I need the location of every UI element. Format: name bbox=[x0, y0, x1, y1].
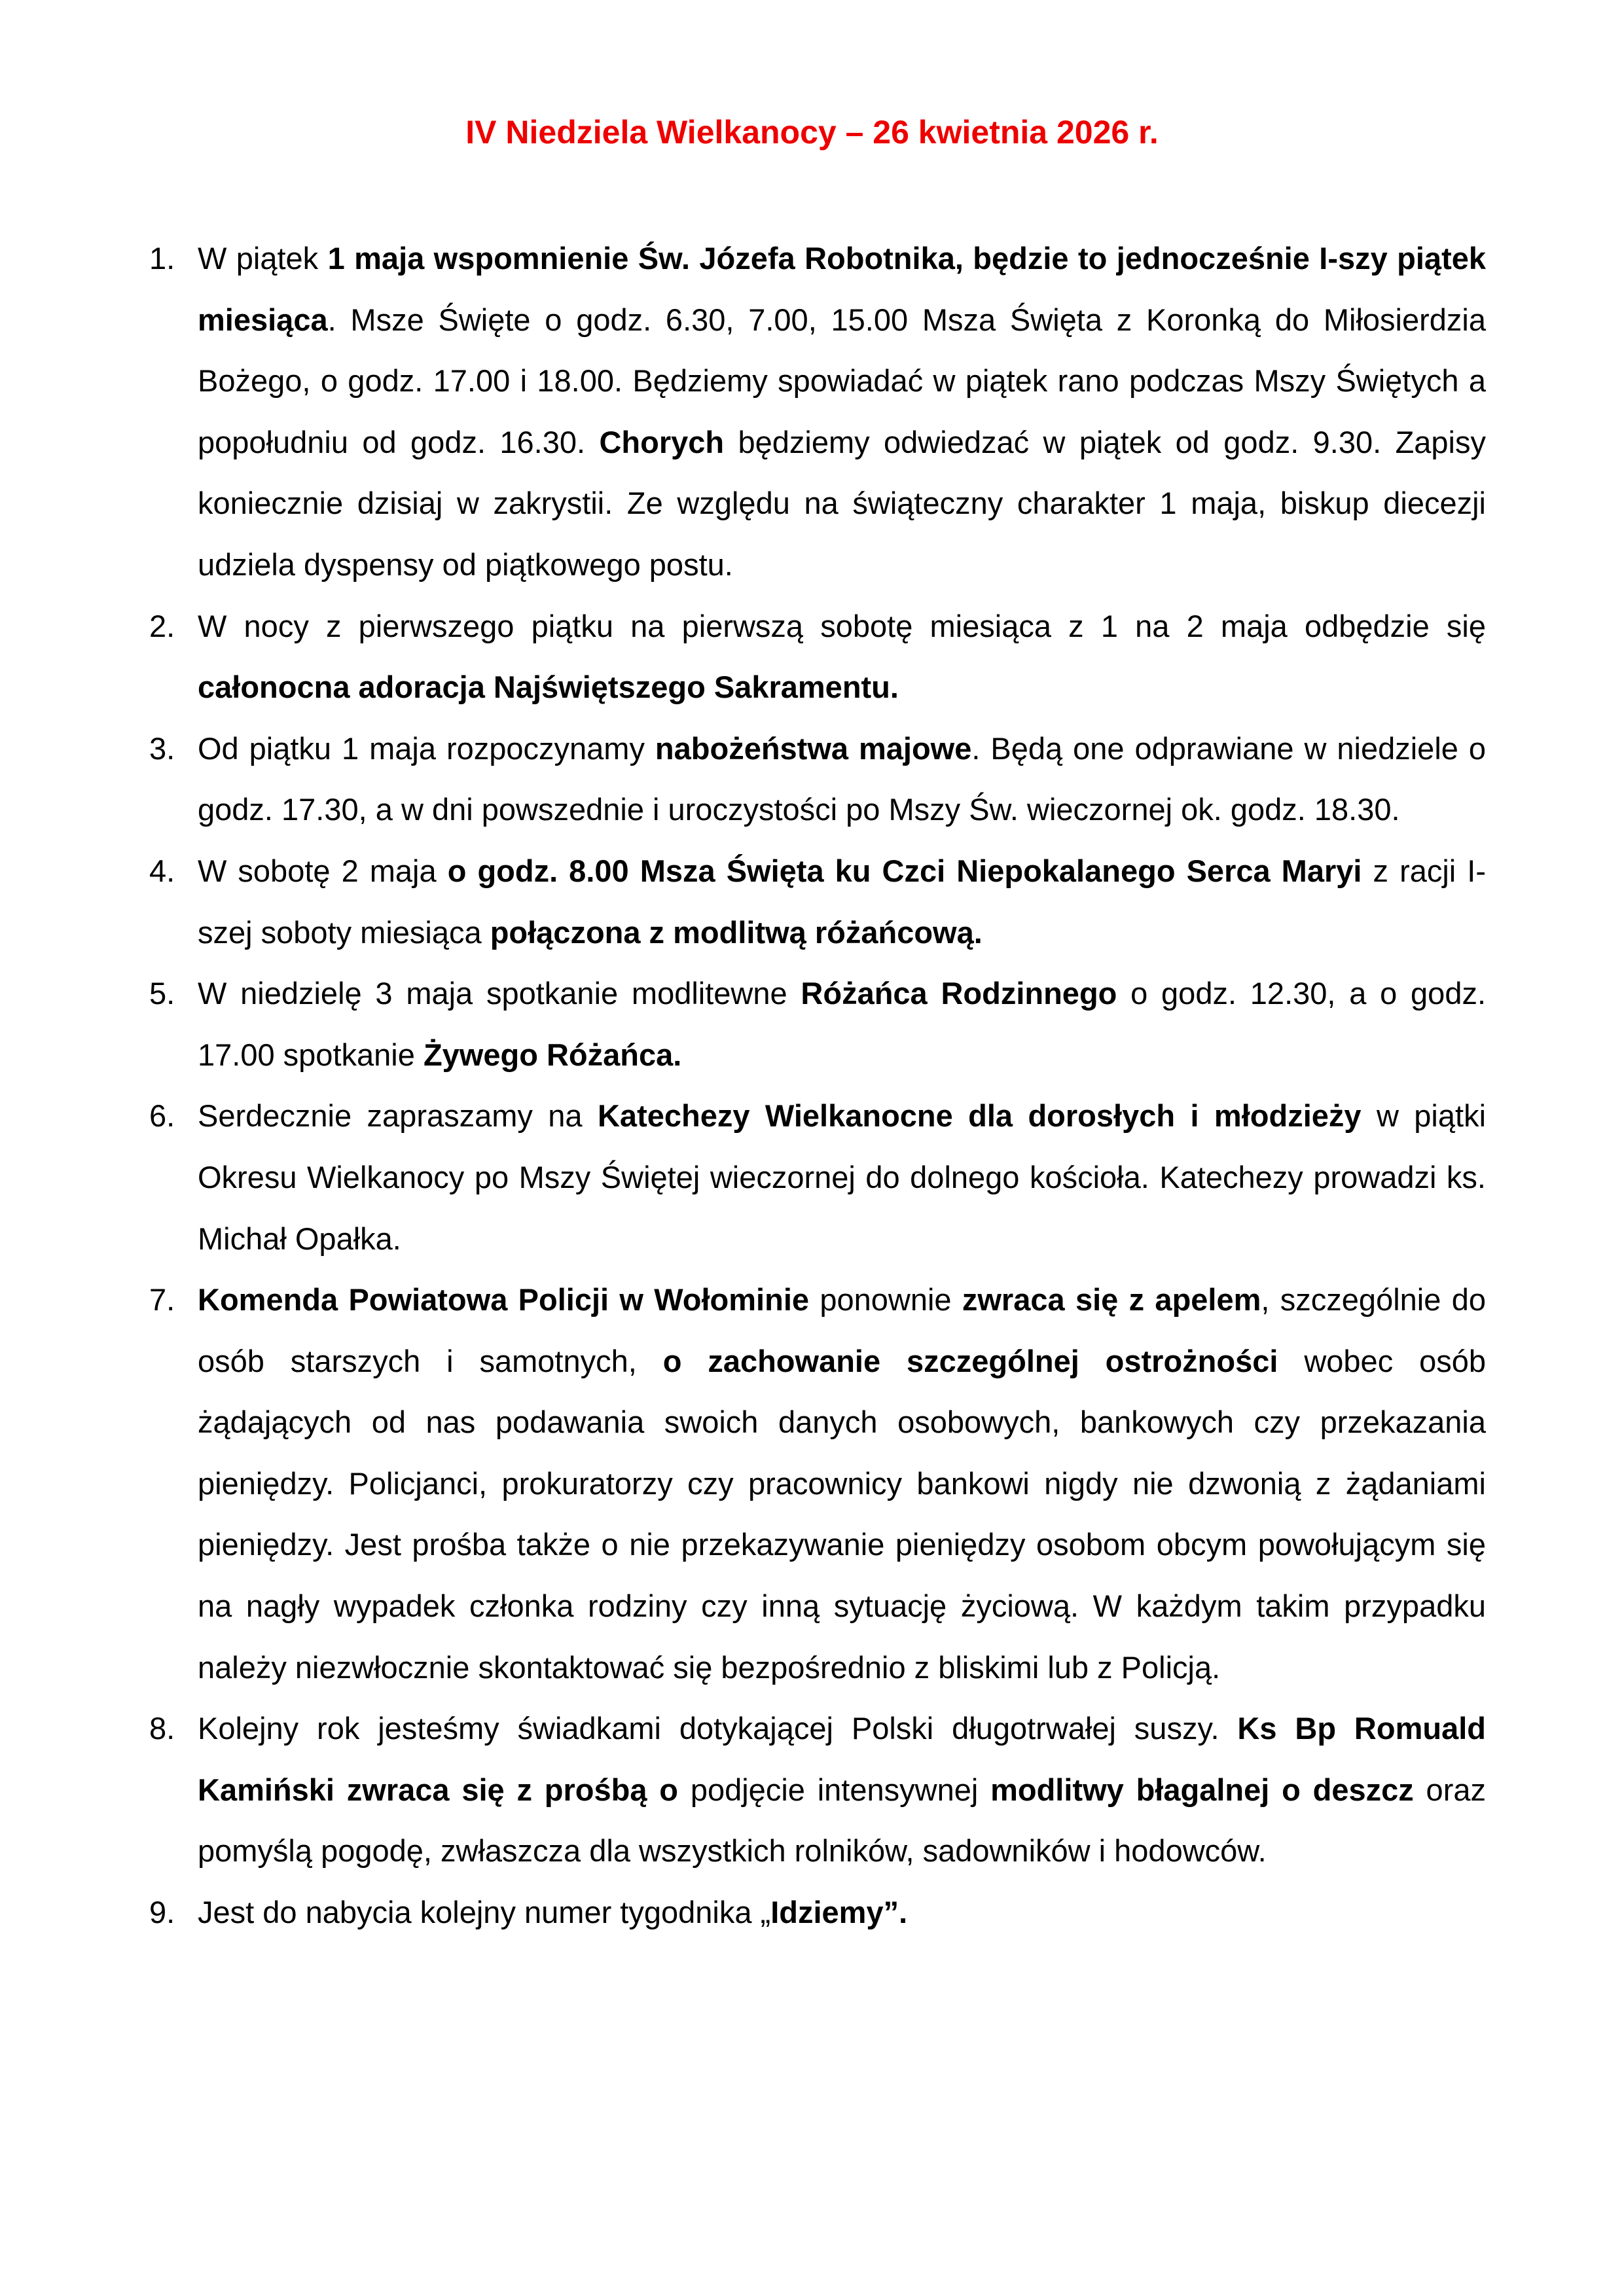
text: W piątek bbox=[198, 241, 328, 276]
bold-text: nabożeństwa majowe bbox=[655, 730, 972, 766]
bold-text: Idziemy”. bbox=[770, 1895, 908, 1930]
announcement-item bbox=[144, 1085, 1486, 1269]
text: , szczególnie do osób starszych i samotnych, bbox=[198, 1282, 1486, 1378]
item-number: 4. bbox=[149, 853, 175, 888]
announcement-item bbox=[144, 963, 1486, 1085]
bold-text: Komenda Powiatowa Policji w Wołominie bbox=[198, 1282, 810, 1318]
announcement-item bbox=[144, 1269, 1486, 1698]
bold-text: Katechezy Wielkanocne dla dorosłych i młodzieży bbox=[597, 1098, 1362, 1134]
bold-text: połączona z modlitwą różańcową. bbox=[490, 914, 983, 950]
announcement-item bbox=[144, 228, 1486, 596]
bold-text: Żywego Różańca. bbox=[423, 1037, 682, 1072]
item-number: 5. bbox=[149, 976, 175, 1011]
item-number: 6. bbox=[149, 1098, 175, 1134]
item-number: 7. bbox=[149, 1282, 175, 1318]
item-number: 9. bbox=[149, 1895, 175, 1930]
item-number: 3. bbox=[149, 730, 175, 766]
bold-text: Chorych bbox=[599, 424, 725, 459]
text: wobec osób żądających od nas podawania swoich danych osobowych, bankowych czy przekazania pieniędzy. Policjanci, prokuratorzy czy pracownicy bankowi nigdy nie dzwonią z żądaniami pieniędzy. Jest prośba także o nie przekazywanie pieniędzy osobom obcym powołującym się na nagły wypadek członka rodziny czy inną sytuację życiową. W każdym takim przypadku należy niezwłocznie skontaktować się bezpośrednio z bliskimi lub z Policją. bbox=[198, 1343, 1486, 1685]
bold-text: całonocna adoracja Najświętszego Sakramentu. bbox=[198, 670, 899, 705]
item-number: 8. bbox=[149, 1711, 175, 1746]
bold-text: o zachowanie szczególnej ostrożności bbox=[662, 1343, 1278, 1378]
bold-text: modlitwy błagalnej o deszcz bbox=[990, 1772, 1414, 1807]
page-title: IV Niedziela Wielkanocy – 26 kwietnia 2026 r. bbox=[465, 114, 1159, 151]
text: podjęcie intensywnej bbox=[678, 1772, 991, 1807]
text: w piątki Okresu Wielkanocy po Mszy Świętej wieczornej do dolnego kościoła. Katechezy prowadzi ks. Michał Opałka. bbox=[198, 1098, 1487, 1256]
bold-text: Ks Bp Romuald Kamiński zwraca się z prośbą o bbox=[198, 1711, 1486, 1807]
text: będziemy odwiedzać w piątek od godz. 9.30. Zapisy koniecznie dzisiaj w zakrystii. Ze względu na świąteczny charakter 1 maja, biskup diecezji udziela dyspensy od piątkowego postu. bbox=[198, 424, 1486, 582]
announcement-item bbox=[144, 1698, 1486, 1882]
text: Serdecznie zapraszamy na bbox=[198, 1098, 598, 1134]
announcement-item bbox=[144, 1882, 1486, 1943]
text: W niedzielę 3 maja spotkanie modlitewne bbox=[198, 976, 801, 1011]
announcement-item bbox=[144, 840, 1486, 963]
text: ponownie bbox=[809, 1282, 962, 1318]
text: z racji I-szej soboty miesiąca bbox=[198, 853, 1487, 950]
announcements-list bbox=[144, 228, 1486, 1943]
bold-text: o godz. 8.00 Msza Święta ku Czci Niepokalanego Serca Maryi bbox=[447, 853, 1362, 888]
text: o godz. 12.30, a o godz. 17.00 spotkanie bbox=[198, 976, 1487, 1072]
text: Od piątku 1 maja rozpoczynamy bbox=[198, 730, 655, 766]
text: W nocy z pierwszego piątku na pierwszą sobotę miesiąca z 1 na 2 maja odbędzie się bbox=[198, 608, 1486, 643]
announcement-item bbox=[144, 596, 1486, 718]
item-number: 1. bbox=[149, 241, 175, 276]
text: . Msze Święte o godz. 6.30, 7.00, 15.00 Msza Święta z Koronką do Miłosierdzia Bożego, o godz. 17.00 i 18.00. Będziemy spowiadać w piątek rano podczas Mszy Świętych a popołudniu od godz. 16.30. bbox=[198, 302, 1486, 459]
bold-text: Różańca Rodzinnego bbox=[801, 976, 1117, 1011]
announcement-item bbox=[144, 718, 1486, 840]
text: oraz pomyślą pogodę, zwłaszcza dla wszystkich rolników, sadowników i hodowców. bbox=[198, 1772, 1486, 1869]
text: Kolejny rok jesteśmy świadkami dotykającej Polski długotrwałej suszy. bbox=[198, 1711, 1238, 1746]
text: W sobotę 2 maja bbox=[198, 853, 448, 888]
item-number: 2. bbox=[149, 608, 175, 643]
text: . Będą one odprawiane w niedziele o godz. 17.30, a w dni powszednie i uroczystości po Mszy Św. wieczornej ok. godz. 18.30. bbox=[198, 730, 1486, 827]
bold-text: 1 maja wspomnienie Św. Józefa Robotnika, będzie to jednocześnie I-szy piątek miesiąca bbox=[198, 241, 1487, 337]
text: Jest do nabycia kolejny numer tygodnika „ bbox=[198, 1895, 771, 1930]
bold-text: zwraca się z apelem bbox=[962, 1282, 1261, 1318]
